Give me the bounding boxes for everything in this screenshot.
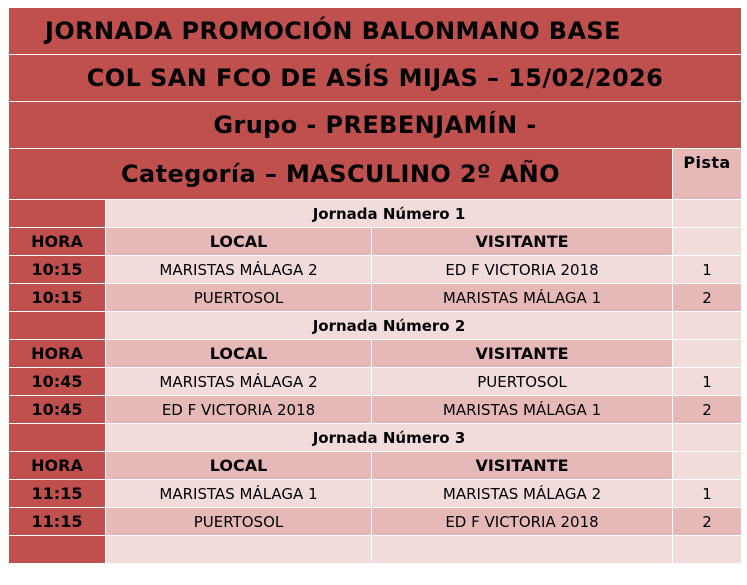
schedule-table <box>8 7 742 564</box>
match-row <box>9 508 742 536</box>
local-header: LOCAL <box>106 228 372 256</box>
visitante-header: VISITANTE <box>372 228 673 256</box>
match-visitante: PUERTOSOL <box>372 368 673 396</box>
blank-cell <box>9 536 106 564</box>
jornada-title: Jornada Número 2 <box>106 312 673 340</box>
hora-header: HORA <box>9 228 106 256</box>
match-local: MARISTAS MÁLAGA 1 <box>106 480 372 508</box>
match-visitante: MARISTAS MÁLAGA 1 <box>372 396 673 424</box>
title-row <box>9 8 742 55</box>
jornada-left-spacer <box>9 312 106 340</box>
match-row <box>9 256 742 284</box>
match-pista: 1 <box>673 368 742 396</box>
local-header: LOCAL <box>106 340 372 368</box>
visitante-header: VISITANTE <box>372 452 673 480</box>
pista-header: Pista <box>673 149 742 200</box>
hora-header: HORA <box>9 340 106 368</box>
column-header-row <box>9 228 742 256</box>
match-pista: 1 <box>673 480 742 508</box>
match-visitante: ED F VICTORIA 2018 <box>372 508 673 536</box>
match-row <box>9 284 742 312</box>
match-row <box>9 480 742 508</box>
match-pista: 2 <box>673 396 742 424</box>
group-row <box>9 102 742 149</box>
match-row <box>9 368 742 396</box>
jornada-title: Jornada Número 3 <box>106 424 673 452</box>
page-title: JORNADA PROMOCIÓN BALONMANO BASE <box>9 8 742 55</box>
pista-header-blank <box>673 228 742 256</box>
visitante-header: VISITANTE <box>372 340 673 368</box>
local-header: LOCAL <box>106 452 372 480</box>
blank-cell <box>106 536 372 564</box>
jornada-title: Jornada Número 1 <box>106 200 673 228</box>
jornada-right-spacer <box>673 200 742 228</box>
venue-date: COL SAN FCO DE ASÍS MIJAS – 15/02/2026 <box>9 55 742 102</box>
match-local: MARISTAS MÁLAGA 2 <box>106 256 372 284</box>
match-time: 11:15 <box>9 480 106 508</box>
pista-header-blank <box>673 452 742 480</box>
match-local: PUERTOSOL <box>106 508 372 536</box>
match-visitante: MARISTAS MÁLAGA 2 <box>372 480 673 508</box>
blank-cell <box>673 536 742 564</box>
match-visitante: ED F VICTORIA 2018 <box>372 256 673 284</box>
jornada-right-spacer <box>673 424 742 452</box>
jornada-title-row <box>9 424 742 452</box>
match-local: ED F VICTORIA 2018 <box>106 396 372 424</box>
match-row <box>9 396 742 424</box>
group-label: Grupo - PREBENJAMÍN - <box>9 102 742 149</box>
jornada-title-row <box>9 312 742 340</box>
jornada-left-spacer <box>9 424 106 452</box>
category-row <box>9 149 742 200</box>
jornada-left-spacer <box>9 200 106 228</box>
match-time: 11:15 <box>9 508 106 536</box>
match-time: 10:15 <box>9 256 106 284</box>
match-visitante: MARISTAS MÁLAGA 1 <box>372 284 673 312</box>
blank-cell <box>372 536 673 564</box>
column-header-row <box>9 452 742 480</box>
blank-row <box>9 536 742 564</box>
jornada-title-row <box>9 200 742 228</box>
match-time: 10:45 <box>9 396 106 424</box>
match-time: 10:45 <box>9 368 106 396</box>
match-local: PUERTOSOL <box>106 284 372 312</box>
column-header-row <box>9 340 742 368</box>
match-pista: 1 <box>673 256 742 284</box>
match-pista: 2 <box>673 284 742 312</box>
match-pista: 2 <box>673 508 742 536</box>
jornada-right-spacer <box>673 312 742 340</box>
venue-date-row <box>9 55 742 102</box>
category-label: Categoría – MASCULINO 2º AÑO <box>9 149 673 200</box>
pista-header-blank <box>673 340 742 368</box>
match-local: MARISTAS MÁLAGA 2 <box>106 368 372 396</box>
hora-header: HORA <box>9 452 106 480</box>
match-time: 10:15 <box>9 284 106 312</box>
